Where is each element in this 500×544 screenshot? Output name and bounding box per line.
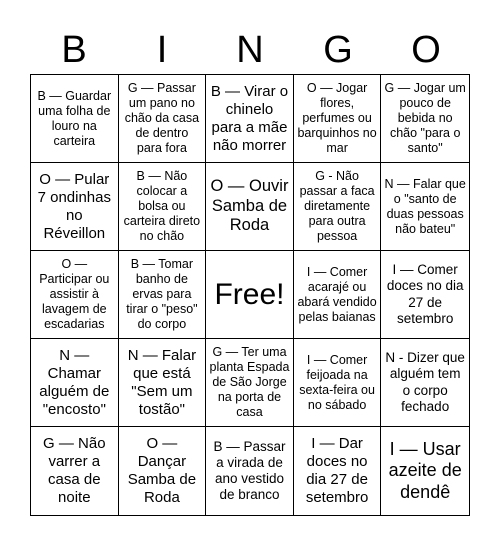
bingo-cell-text: I — Comer acarajé ou abará vendido pelas baianas [297,264,377,324]
bingo-cell[interactable] [119,427,207,515]
bingo-cell-text: O — Dançar Samba de Roda [127,435,197,506]
bingo-cell-text: G — Jogar um pouco de bebida no chão "para o santo" [384,81,466,155]
bingo-cell[interactable] [381,427,469,515]
bingo-cell[interactable] [119,339,207,427]
header-letter-n: N [236,29,264,71]
bingo-cell[interactable] [119,163,207,251]
bingo-cell-text: N — Chamar alguém de "encosto" [39,346,110,418]
bingo-cell-text: B — Tomar banho de ervas para tirar o "peso" do corpo [126,257,198,331]
bingo-board [30,74,470,516]
header-letter-b: B [61,29,87,71]
bingo-cell-text: B — Não colocar a bolsa ou carteira direto no chão [123,169,201,243]
bingo-cell-text: O — Ouvir Samba de Roda [210,176,289,235]
bingo-cell-text: G - Não passar a faca diretamente para outra pessoa [299,169,375,243]
bingo-cell-text: I — Dar doces no dia 27 de setembro [305,435,369,506]
bingo-cell-text: N — Falar que o "santo de duas pessoas não bateu" [384,176,466,236]
bingo-cell-text: B — Passar a virada de ano vestido de branco [213,438,286,503]
header-letter-o: O [411,29,441,71]
bingo-cell-text: N - Dizer que alguém tem o corpo fechado [385,350,465,414]
bingo-free-cell[interactable] [206,251,294,339]
bingo-cell[interactable] [206,427,294,515]
bingo-cell[interactable] [294,251,382,339]
bingo-cell[interactable] [119,251,207,339]
bingo-cell[interactable] [381,163,469,251]
bingo-cell-text: B — Guardar uma folha de louro na carteira [37,88,112,148]
bingo-cell[interactable] [294,339,382,427]
bingo-cell-text: G — Ter uma planta Espada de São Jorge na porta de casa [209,345,290,419]
bingo-cell[interactable] [31,339,119,427]
bingo-cell[interactable] [31,251,119,339]
bingo-cell-text: O — Participar ou assistir à lavagem de escadarias [39,257,110,331]
bingo-cell-text: G — Passar um pano no chão da casa de dentro para fora [124,81,200,155]
bingo-cell-text: B — Virar o chinelo para a mãe não morrer [210,82,289,154]
bingo-cell-text: O — Jogar flores, perfumes ou barquinhos no mar [297,81,377,155]
bingo-cell-text: G — Não varrer a casa de noite [43,435,106,506]
bingo-cell-text: N — Falar que está "Sem um tostão" [127,346,197,418]
bingo-cell[interactable] [381,75,469,163]
header-letter-i: I [156,29,168,71]
bingo-cell-text: Free! [214,277,285,311]
bingo-cell[interactable] [381,251,469,339]
bingo-cell[interactable] [294,427,382,515]
bingo-cell[interactable] [206,75,294,163]
bingo-cell[interactable] [31,163,119,251]
bingo-cell[interactable] [294,75,382,163]
bingo-header [30,26,470,74]
bingo-cell-text: I — Comer feijoada na sexta-feira ou no sábado [299,352,375,412]
header-letter-g: G [323,29,353,71]
bingo-cell[interactable] [206,163,294,251]
bingo-cell[interactable] [31,75,119,163]
bingo-cell[interactable] [31,427,119,515]
bingo-cell-text: O — Pular 7 ondinhas no Réveillon [37,170,111,242]
bingo-cell[interactable] [294,163,382,251]
bingo-cell-text: I — Comer doces no dia 27 de setembro [386,262,464,326]
bingo-cell[interactable] [119,75,207,163]
bingo-cell-text: I — Usar azeite de dendê [388,438,462,502]
bingo-cell[interactable] [381,339,469,427]
bingo-cell[interactable] [206,339,294,427]
